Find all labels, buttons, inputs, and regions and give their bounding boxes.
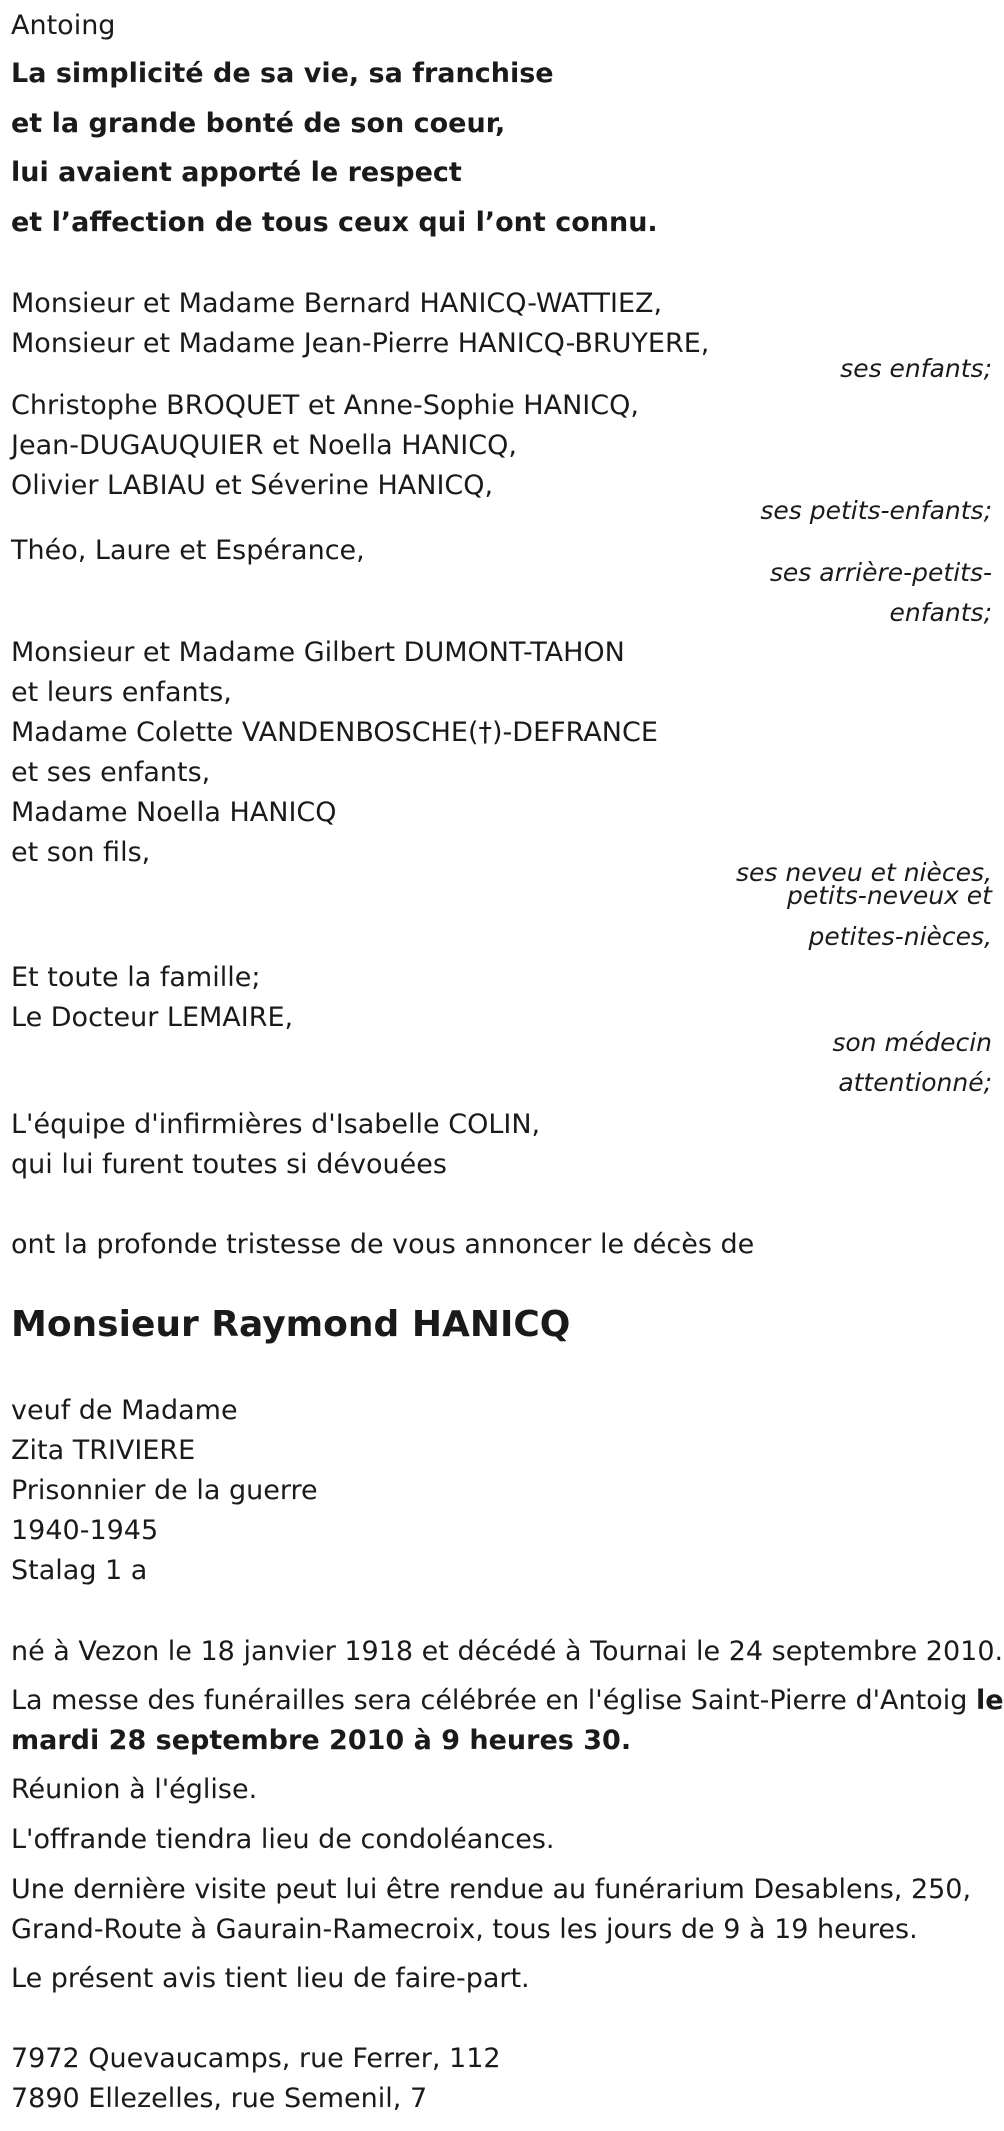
detail-line: Prisonnier de la guerre bbox=[11, 1475, 318, 1506]
relation-nephews: ses neveu et nièces, bbox=[736, 858, 992, 887]
visit-line: Grand-Route à Gaurain-Ramecroix, tous les jours de 9 à 19 heures. bbox=[11, 1914, 918, 1945]
relation-great-grandchildren: enfants; bbox=[889, 598, 992, 627]
announcement: ont la profonde tristesse de vous annoncer le décès de bbox=[11, 1229, 755, 1260]
visit-line: Une dernière visite peut lui être rendue au funérarium Desablens, 250, bbox=[11, 1874, 972, 1905]
detail-line: Stalag 1 a bbox=[11, 1555, 148, 1586]
nephew-name: et son fils, bbox=[11, 837, 151, 868]
nurses-line: L'équipe d'infirmières d'Isabelle COLIN, bbox=[11, 1109, 541, 1140]
birth-death: né à Vezon le 18 janvier 1918 et décédé à Tournai le 24 septembre 2010. bbox=[11, 1636, 1004, 1667]
relation-doctor: attentionné; bbox=[838, 1068, 992, 1097]
detail-line: veuf de Madame bbox=[11, 1395, 238, 1426]
relation-nephews: petites-nièces, bbox=[808, 922, 992, 951]
verse-line: La simplicité de sa vie, sa franchise bbox=[11, 58, 554, 89]
address: 7972 Quevaucamps, rue Ferrer, 112 bbox=[11, 2043, 501, 2074]
nephew-name: Madame Noella HANICQ bbox=[11, 797, 337, 828]
relation-children: ses enfants; bbox=[840, 354, 992, 383]
mass-info: La messe des funérailles sera célébrée en l'église Saint-Pierre d'Antoig le bbox=[11, 1685, 1004, 1716]
grandchild-name: Olivier LABIAU et Séverine HANICQ, bbox=[11, 470, 494, 501]
verse-line: lui avaient apporté le respect bbox=[11, 157, 462, 188]
verse-line: et la grande bonté de son coeur, bbox=[11, 108, 506, 139]
child-name: Monsieur et Madame Jean-Pierre HANICQ-BRUYERE, bbox=[11, 328, 710, 359]
relation-grandchildren: ses petits-enfants; bbox=[760, 496, 992, 525]
mass-date: mardi 28 septembre 2010 à 9 heures 30. bbox=[11, 1725, 632, 1756]
grandchild-name: Jean-DUGAUQUIER et Noella HANICQ, bbox=[11, 430, 517, 461]
grandchild-name: Christophe BROQUET et Anne-Sophie HANICQ, bbox=[11, 390, 639, 421]
nephew-name: et leurs enfants, bbox=[11, 677, 232, 708]
nurses-line: qui lui furent toutes si dévouées bbox=[11, 1149, 447, 1180]
relation-great-grandchildren: ses arrière-petits- bbox=[769, 558, 992, 587]
notice: Le présent avis tient lieu de faire-part. bbox=[11, 1963, 530, 1994]
relation-nephews: petits-neveux et bbox=[786, 881, 992, 910]
family-line: Le Docteur LEMAIRE, bbox=[11, 1002, 294, 1033]
address: 7890 Ellezelles, rue Semenil, 7 bbox=[11, 2083, 428, 2114]
nephew-name: Monsieur et Madame Gilbert DUMONT-TAHON bbox=[11, 637, 625, 668]
great-grandchild-name: Théo, Laure et Espérance, bbox=[11, 535, 365, 566]
family-line: Et toute la famille; bbox=[11, 962, 261, 993]
detail-line: Zita TRIVIERE bbox=[11, 1435, 196, 1466]
child-name: Monsieur et Madame Bernard HANICQ-WATTIEZ, bbox=[11, 288, 663, 319]
detail-line: 1940-1945 bbox=[11, 1515, 159, 1546]
offering: L'offrande tiendra lieu de condoléances. bbox=[11, 1824, 555, 1855]
relation-doctor: son médecin bbox=[832, 1028, 992, 1057]
deceased-name: Monsieur Raymond HANICQ bbox=[11, 1304, 571, 1345]
reunion: Réunion à l'église. bbox=[11, 1774, 258, 1805]
nephew-name: et ses enfants, bbox=[11, 757, 211, 788]
city: Antoing bbox=[11, 10, 116, 41]
nephew-name: Madame Colette VANDENBOSCHE(†)-DEFRANCE bbox=[11, 717, 658, 748]
verse-line: et l’affection de tous ceux qui l’ont connu. bbox=[11, 207, 658, 238]
